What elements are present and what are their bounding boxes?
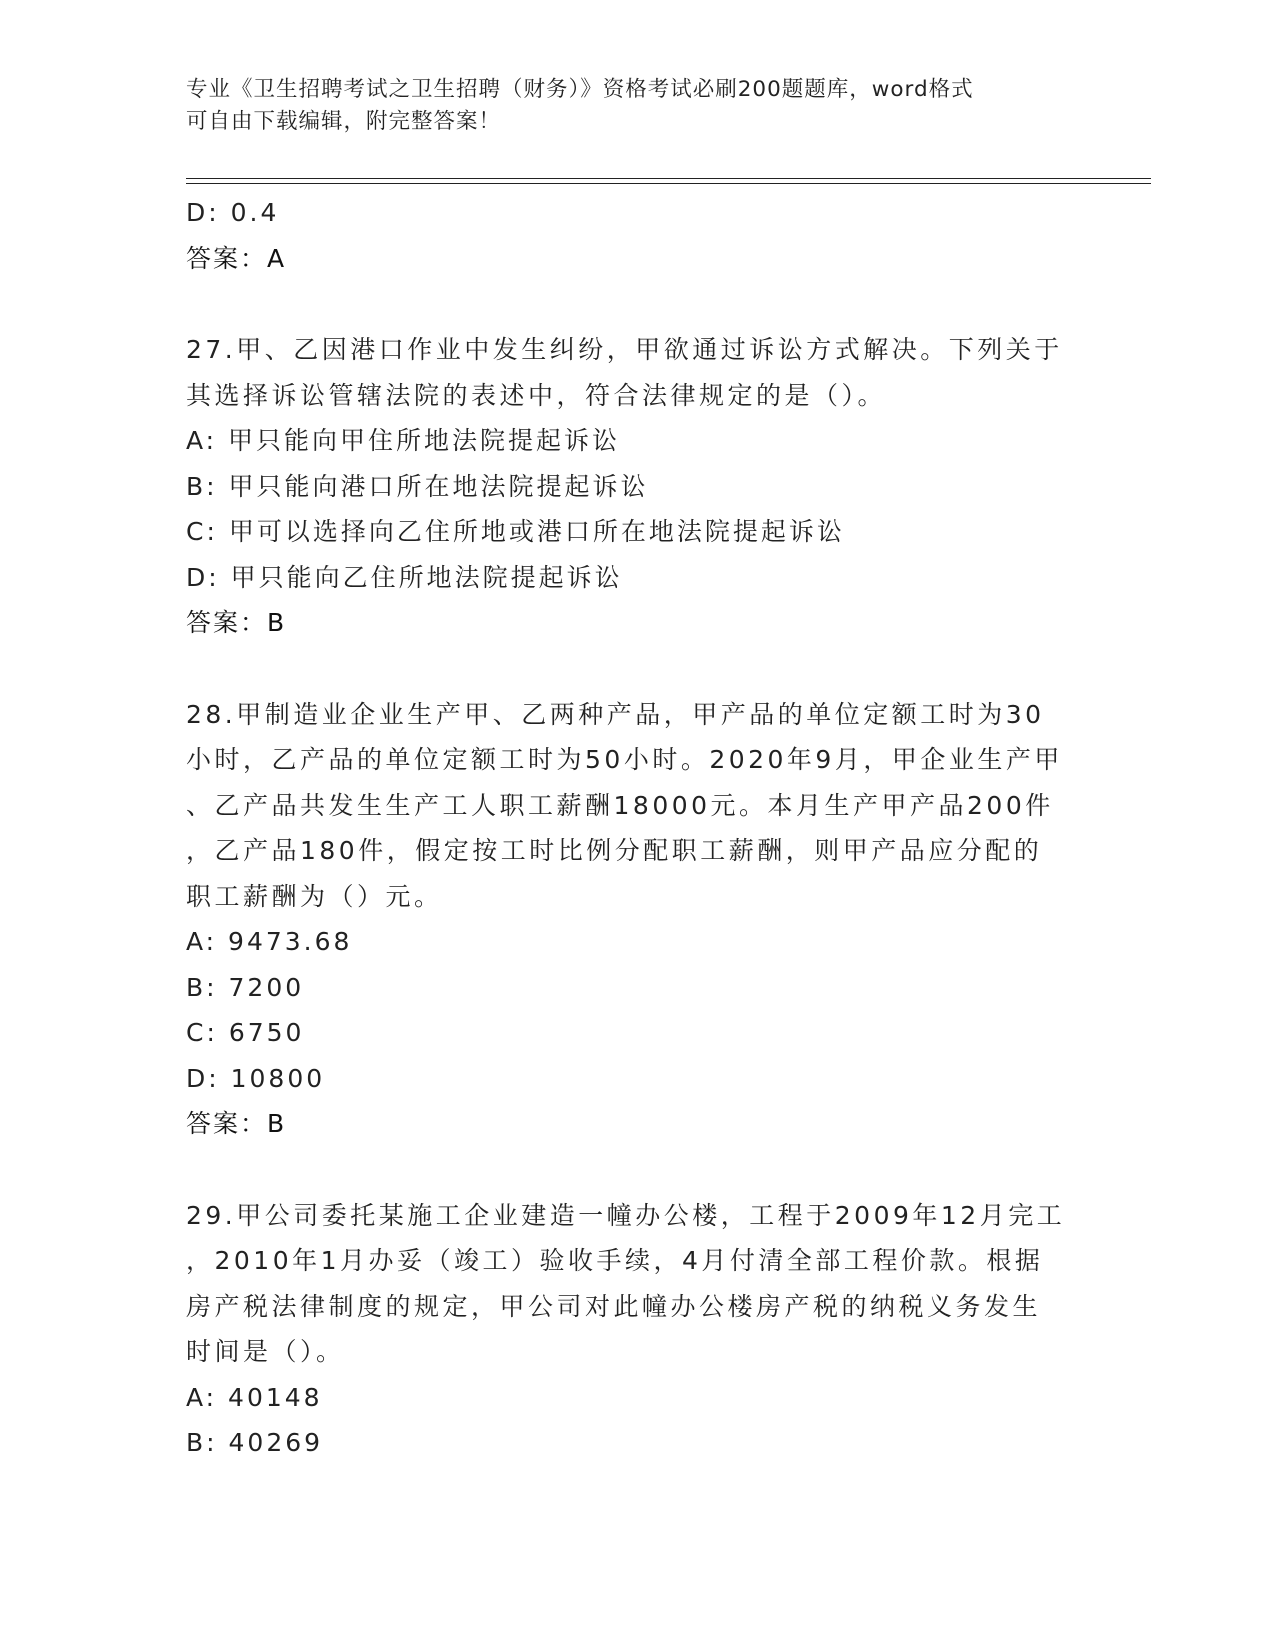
question-text-line: 职工薪酬为（）元。 xyxy=(186,881,443,911)
question-27 xyxy=(186,327,1086,646)
question-spacer xyxy=(186,281,1086,327)
option-d: D: 0.4 xyxy=(186,198,280,227)
question-28 xyxy=(186,692,1086,1147)
option-b: B: 甲只能向港口所在地法院提起诉讼 xyxy=(186,471,649,501)
question-text xyxy=(186,327,1086,418)
question-text-line: 、乙产品共发生生产工人职工薪酬18000元。本月生产甲产品200件 xyxy=(186,790,1054,820)
option-b: B: 7200 xyxy=(186,972,305,1002)
option-a: A: 甲只能向甲住所地法院提起诉讼 xyxy=(186,426,621,455)
option-c: C: 6750 xyxy=(186,1018,305,1047)
page-header xyxy=(186,74,1066,138)
question-spacer xyxy=(186,646,1086,692)
option-b: B: 40269 xyxy=(186,1428,324,1457)
header-divider-bottom xyxy=(186,183,1151,184)
answer-line: 答案：A xyxy=(186,243,287,273)
question-text-line: 27.甲、乙因港口作业中发生纠纷，甲欲通过诉讼方式解决。下列关于 xyxy=(186,335,1063,364)
header-divider-top xyxy=(186,178,1151,179)
question-text-line: 其选择诉讼管辖法院的表述中，符合法律规定的是（）。 xyxy=(186,380,887,410)
question-text-line: 29.甲公司委托某施工企业建造一幢办公楼，工程于2009年12月完工 xyxy=(186,1200,1066,1230)
option-d: D: 甲只能向乙住所地法院提起诉讼 xyxy=(186,562,623,592)
previous-question-tail xyxy=(186,190,1086,281)
question-29 xyxy=(186,1193,1086,1466)
question-text-line: 28.甲制造业企业生产甲、乙两种产品，甲产品的单位定额工时为30 xyxy=(186,699,1045,729)
question-text xyxy=(186,692,1086,920)
answer-line: 答案：B xyxy=(186,1109,287,1138)
question-spacer xyxy=(186,1147,1086,1193)
question-text xyxy=(186,1193,1086,1375)
question-text-line: ，2010年1月办妥（竣工）验收手续，4月付清全部工程价款。根据 xyxy=(186,1246,1044,1275)
question-text-line: 小时，乙产品的单位定额工时为50小时。2020年9月，甲企业生产甲 xyxy=(186,745,1063,774)
option-a: A: 40148 xyxy=(186,1382,323,1412)
option-a: A: 9473.68 xyxy=(186,927,353,956)
option-c: C: 甲可以选择向乙住所地或港口所在地法院提起诉讼 xyxy=(186,517,845,546)
header-title-line-1: 专业《卫生招聘考试之卫生招聘（财务）》资格考试必刷200题题库，word格式 xyxy=(186,77,974,102)
question-text-line: 房产税法律制度的规定，甲公司对此幢办公楼房产税的纳税义务发生 xyxy=(186,1291,1042,1321)
answer-line: 答案：B xyxy=(186,608,287,637)
question-list xyxy=(186,190,1086,1466)
option-d: D: 10800 xyxy=(186,1063,326,1093)
header-title-line-2: 可自由下载编辑，附完整答案！ xyxy=(186,109,502,134)
question-text-line: ，乙产品180件，假定按工时比例分配职工薪酬，则甲产品应分配的 xyxy=(186,836,1043,865)
question-text-line: 时间是（）。 xyxy=(186,1337,345,1366)
